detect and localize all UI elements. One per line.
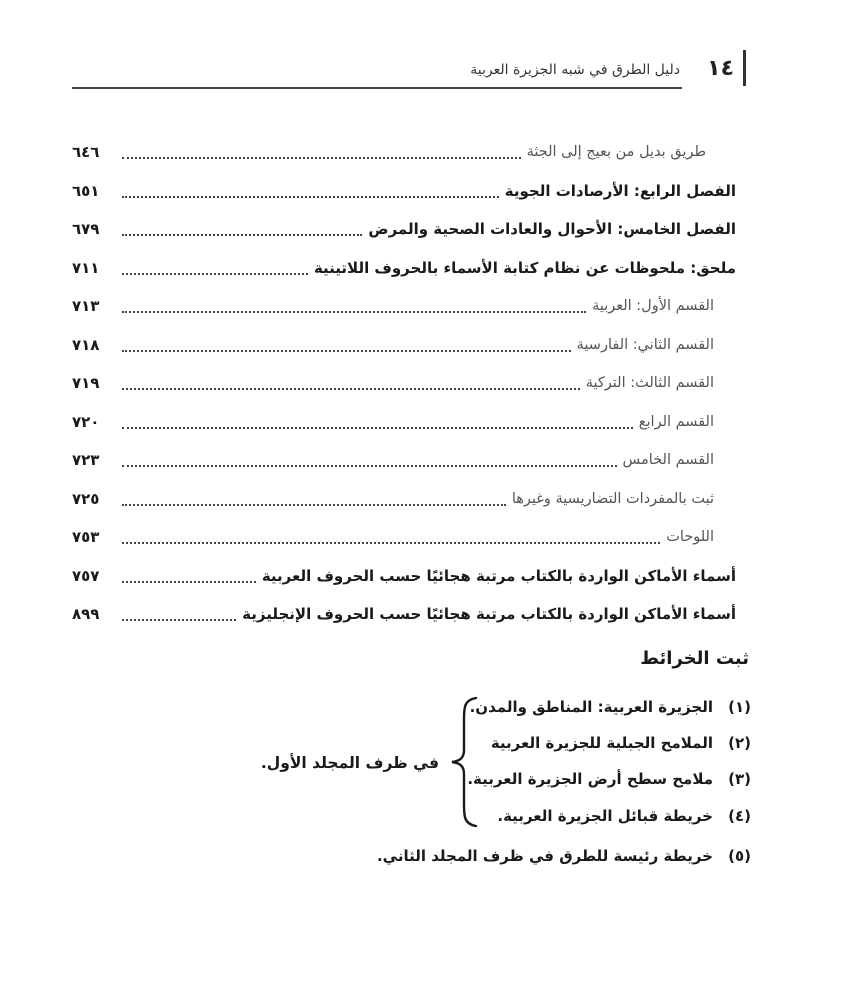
toc-entry-label: أسماء الأماكن الواردة بالكتاب مرتبة هجائيًا حسب الحروف الإنجليزية	[242, 605, 736, 624]
toc-entry-label: القسم الثالث: التركية	[585, 375, 714, 392]
toc-entry	[72, 595, 736, 634]
toc-entry-label: الفصل الخامس: الأحوال والعادات الصحية والمرض	[368, 220, 736, 239]
dot-leader	[122, 388, 580, 390]
toc-entry-label: القسم الرابع	[638, 413, 714, 430]
toc-entry-label: القسم الأول: العربية	[592, 298, 714, 315]
map-list-item	[491, 734, 751, 752]
toc-entry-label: أسماء الأماكن الواردة بالكتاب مرتبة هجائيًا حسب الحروف العربية	[261, 566, 736, 585]
dot-leader	[122, 542, 660, 544]
map-item-number: (٣)	[728, 770, 751, 788]
volume-note: في ظرف المجلد الأول.	[260, 754, 439, 772]
map-item-text: خريطة قبائل الجزيرة العربية.	[497, 807, 713, 825]
toc-entry-label: طريق بديل من بعيج إلى الجثة	[526, 144, 706, 161]
map-item-number: (٤)	[728, 807, 751, 825]
toc-entry-label: الفصل الرابع: الأرصادات الجوية	[504, 181, 736, 200]
toc-entry-page: ٧٥٧	[72, 566, 100, 585]
toc-entry-page: ٦٥١	[72, 181, 100, 200]
toc-entry	[72, 480, 736, 519]
dot-leader	[122, 196, 499, 198]
dot-leader	[122, 465, 617, 467]
toc-entry-page: ٦٤٦	[72, 143, 100, 162]
dot-leader	[122, 504, 506, 506]
header-rule	[72, 87, 682, 89]
map-list-item	[497, 807, 751, 825]
toc-entry-label: القسم الخامس	[622, 452, 714, 469]
toc-entry	[72, 364, 736, 403]
toc-entry-page: ٧٥٣	[72, 528, 100, 547]
map-item-text: الجزيرة العربية: المناطق والمدن.	[469, 698, 713, 716]
toc-entry-page: ٧٢٥	[72, 489, 100, 508]
toc-entry	[72, 210, 736, 249]
dot-leader	[122, 311, 586, 313]
toc-entry	[72, 557, 736, 596]
dot-leader	[122, 234, 362, 236]
running-title: دليل الطرق في شبه الجزيرة العربية	[470, 62, 680, 78]
toc-entry	[72, 518, 736, 557]
page-header	[72, 50, 752, 100]
page-number: ١٤	[707, 56, 734, 81]
dot-leader	[122, 427, 633, 429]
toc-entry	[72, 441, 736, 480]
toc-entry	[72, 172, 736, 211]
map-list-item	[377, 847, 751, 865]
toc-entry-page: ٧١٩	[72, 374, 100, 393]
toc-entry-label: ملحق: ملحوظات عن نظام كتابة الأسماء بالحروف اللاتينية	[313, 258, 736, 277]
toc-entry-page: ٧١٣	[72, 297, 100, 316]
toc-entry-label: اللوحات	[666, 529, 714, 546]
toc-entry	[72, 326, 736, 365]
maps-section-title: ثبت الخرائط	[640, 648, 749, 669]
toc-entry-page: ٦٧٩	[72, 220, 100, 239]
map-list-item	[467, 770, 751, 788]
toc-entry-label: ثبت بالمفردات التضاريسية وغيرها	[511, 490, 714, 507]
toc-entry-page: ٧١١	[72, 258, 100, 277]
toc-entry-label: القسم الثاني: الفارسية	[576, 336, 714, 353]
toc-entry	[72, 249, 736, 288]
map-item-text: ملامح سطح أرض الجزيرة العربية.	[467, 770, 713, 788]
header-divider	[743, 50, 746, 86]
toc-entry-page: ٧٢٣	[72, 451, 100, 470]
dot-leader	[122, 157, 521, 159]
toc-entry	[72, 403, 736, 442]
table-of-contents	[72, 133, 736, 634]
map-item-number: (١)	[728, 698, 751, 716]
maps-list	[91, 694, 751, 894]
map-item-number: (٥)	[728, 847, 751, 865]
dot-leader	[122, 619, 236, 621]
toc-entry-page: ٨٩٩	[72, 605, 100, 624]
dot-leader	[122, 581, 256, 583]
map-item-number: (٢)	[728, 734, 751, 752]
map-list-item	[470, 698, 751, 716]
toc-entry-page: ٧٢٠	[72, 412, 100, 431]
dot-leader	[122, 350, 571, 352]
toc-entry	[72, 287, 736, 326]
toc-entry-page: ٧١٨	[72, 335, 100, 354]
toc-entry	[72, 133, 736, 172]
map-item-text: خريطة رئيسة للطرق في ظرف المجلد الثاني.	[376, 847, 713, 865]
dot-leader	[122, 273, 308, 275]
map-item-text: الملامح الجبلية للجزيرة العربية	[490, 734, 713, 752]
